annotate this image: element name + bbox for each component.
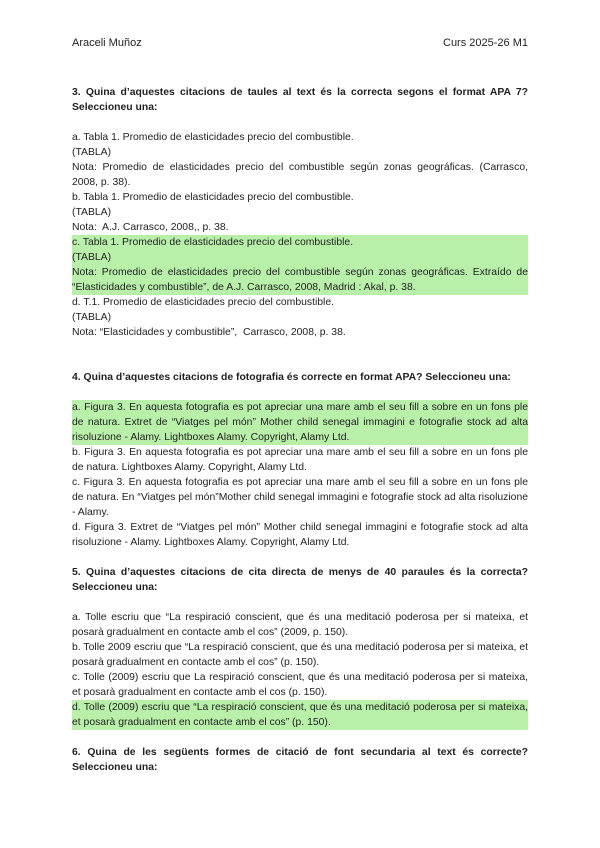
spacer [72,550,528,565]
question-3-options [72,130,531,340]
spacer [72,730,528,745]
question-4-text: 4. Quina d’aquestes citacions de fotografia és correcte en format APA? Seleccioneu una: [72,372,511,383]
q3-option-b-table: (TABLA) [72,207,112,218]
spacer [72,355,528,370]
q4-option-b: b. Figura 3. En aquesta fotografia es pot apreciar una mare amb el seu fill a sobre en un fons ple de natura. Lightboxes Alamy. Copyright, Alamy Ltd. [72,447,531,473]
q3-option-a-note: Nota: Promedio de elasticidades precio del combustible según zonas geográficas. (Carrasco, 2008, p. 38). [72,162,531,188]
page-header [72,37,528,51]
question-6-text: 6. Quina de les següents formes de citació de font secundaria al text és correcte? Seleccioneu una: [72,747,528,773]
q4-option-d: d. Figura 3. Extret de “Viatges pel món” Mother child senegal immagini e fotografie stock ad alta risoluzione - Alamy. Lightboxes Alamy. Copyright, Alamy Ltd. [72,522,531,548]
spacer [72,340,528,355]
q3-option-a-table: (TABLA) [72,147,112,158]
q3-option-c-highlight [72,235,531,295]
document-body [72,85,531,775]
q5-option-c: c. Tolle (2009) escriu que La respiració conscient, que és una meditació poderosa per si mateixa, et posarà gradualment en contacte amb el cos (p. 150). [72,672,531,698]
q3-option-d-table: (TABLA) [72,312,112,323]
q5-option-d: d. Tolle (2009) escriu que “La respiració conscient, que és una meditació poderosa per si mateixa, et posarà gradualment en contacte amb el cos” (p. 150). [72,702,531,728]
q4-option-c: c. Figura 3. En aquesta fotografia es pot apreciar una mare amb el seu fill a sobre en un fons ple de natura. En “Viatges pel món”Mother child senegal immagini e fotografie stock ad alta risoluzione - Alamy. [72,477,531,518]
q3-option-a-title: a. Tabla 1. Promedio de elasticidades precio del combustible. [72,132,354,143]
q3-option-d-note: Nota: “Elasticidades y combustible”, Carrasco, 2008, p. 38. [72,327,346,338]
q3-option-c-table: (TABLA) [72,252,112,263]
q3-option-c-title: c. Tabla 1. Promedio de elasticidades precio del combustible. [72,237,354,248]
question-3-text: 3. Quina d’aquestes citacions de taules al text és la correcta segons el format APA 7? Seleccioneu una: [72,87,528,113]
question-5-options [72,610,531,730]
q3-option-b-title: b. Tabla 1. Promedio de elasticidades precio del combustible. [72,192,354,203]
author-name: Araceli Muñoz [72,37,142,49]
q4-option-a: a. Figura 3. En aquesta fotografia es pot apreciar una mare amb el seu fill a sobre en un fons ple de natura. Extret de “Viatges pel món” Mother child senegal immagini e fotografie stock ad alta risoluzione - Alamy. Lightboxes Alamy. Copyright, Alamy Ltd. [72,402,531,443]
question-5-text: 5. Quina d’aquestes citacions de cita directa de menys de 40 paraules és la correcta? Seleccioneu una: [72,567,528,593]
q3-option-c-note: Nota: Promedio de elasticidades precio del combustible según zonas geográficas. Extraído de “Elasticidades y combustible”, de A.J. Carrasco, 2008, Madrid : Akal, p. 38. [72,267,531,293]
q3-option-d-title: d. T.1. Promedio de elasticidades precio del combustible. [72,297,335,308]
question-4-options [72,400,531,550]
q5-option-b: b. Tolle 2009 escriu que “La respiració conscient, que és una meditació poderosa per si mateixa, et posarà gradualment en contacte amb el cos” (p. 150). [72,642,531,668]
course-label: Curs 2025-26 M1 [443,37,528,49]
q5-option-a: a. Tolle escriu que “La respiració conscient, que és una meditació poderosa per si mateixa, et posarà gradualment en contacte amb el cos” (2009, p. 150). [72,612,531,638]
q3-option-b-note: Nota: A.J. Carrasco, 2008,, p. 38. [72,222,229,233]
